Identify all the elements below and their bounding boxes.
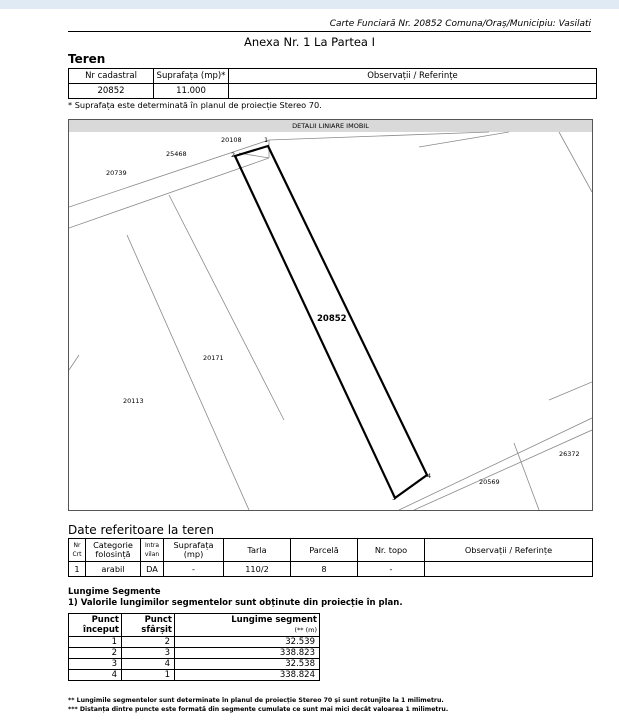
label-20171: 20171 [203,354,224,362]
point-4: 4 [427,472,432,480]
col-tarla: Tarla [224,539,291,562]
date-ref-data-row [69,562,593,577]
cell-categorie: arabil [86,562,141,577]
cell-suprafata: 11.000 [154,84,229,99]
cell-tarla: 110/2 [224,562,291,577]
seg-length: 32.539 [175,637,320,648]
header-rule [68,31,591,32]
cell-observatii [425,562,593,577]
col-nr-crt: Nr Crt [69,539,86,562]
seg-length: 338.824 [175,670,320,681]
point-2: 2 [231,151,236,159]
lungime-unit: (** (m) [294,626,317,634]
teren-header-row [69,69,597,84]
cell-suprafata: - [164,562,224,577]
point-1: 1 [264,136,269,144]
label-20113: 20113 [123,397,144,405]
seg-start: 2 [69,648,122,659]
teren-table [68,68,597,99]
seg-end: 2 [122,637,175,648]
label-20108: 20108 [221,136,242,144]
cell-observatii [229,84,597,99]
top-band [0,0,619,9]
teren-title: Teren [68,52,106,66]
seg-length: 338.823 [175,648,320,659]
seg-start: 4 [69,670,122,681]
date-ref-table [68,538,593,577]
footnote-2: *** Distanța dintre puncte este formată din segmente cumulate ce sunt mai mici decât valoarea 1 milimetru. [68,706,449,713]
segment-row [69,637,320,648]
segments-subtitle: 1) Valorile lungimilor segmentelor sunt obținute din proiecție în plan. [68,598,403,608]
seg-length: 32.538 [175,659,320,670]
cell-nr-cadastral: 20852 [69,84,154,99]
parcel-map [68,119,593,511]
cell-intra-vilan: DA [141,562,164,577]
segment-row [69,670,320,681]
col-observatii: Observații / Referințe [425,539,593,562]
label-26372: 26372 [559,450,580,458]
footnote-1: ** Lungimile segmentelor sunt determinate în planul de proiecție Stereo 70 și sunt rotunjite la 1 milimetru. [68,697,444,704]
col-categorie: Categorie folosință [86,539,141,562]
col-punct-inceput: Punct început [69,614,122,637]
segments-header-row [69,614,320,637]
point-3: 3 [392,494,397,502]
seg-start: 3 [69,659,122,670]
col-lungime [175,614,320,637]
cell-parcela: 8 [291,562,358,577]
map-title-bar: DETALII LINIARE IMOBIL [69,120,592,132]
date-ref-title: Date referitoare la teren [68,523,214,537]
label-20569: 20569 [479,478,500,486]
label-20852: 20852 [317,314,347,324]
segment-row [69,648,320,659]
date-ref-header-row [69,539,593,562]
annex-title: Anexa Nr. 1 La Partea I [243,35,376,49]
cell-nr-topo: - [358,562,425,577]
col-suprafata: Suprafața (mp) [164,539,224,562]
col-intra-vilan: Intra vilan [141,539,164,562]
segments-title: Lungime Segmente [68,587,161,597]
col-nr-cadastral: Nr cadastral [69,69,154,84]
label-25468: 25468 [166,150,187,158]
seg-end: 4 [122,659,175,670]
teren-data-row [69,84,597,99]
seg-start: 1 [69,637,122,648]
col-nr-topo: Nr. topo [358,539,425,562]
seg-end: 1 [122,670,175,681]
lungime-label: Lungime segment [231,615,317,625]
segment-row [69,659,320,670]
seg-end: 3 [122,648,175,659]
col-punct-sfarsit: Punct sfârșit [122,614,175,637]
col-parcela: Parcelă [291,539,358,562]
carte-funciara-header: Carte Funciară Nr. 20852 Comuna/Oraș/Municipiu: Vasilati [329,19,591,29]
teren-note: * Suprafața este determinată în planul de proiecție Stereo 70. [68,100,322,110]
col-suprafata: Suprafața (mp)* [154,69,229,84]
segments-table [68,613,320,681]
col-observatii: Observații / Referințe [229,69,597,84]
cell-nr-crt: 1 [69,562,86,577]
label-20739: 20739 [106,169,127,177]
map-drawing [69,120,592,510]
